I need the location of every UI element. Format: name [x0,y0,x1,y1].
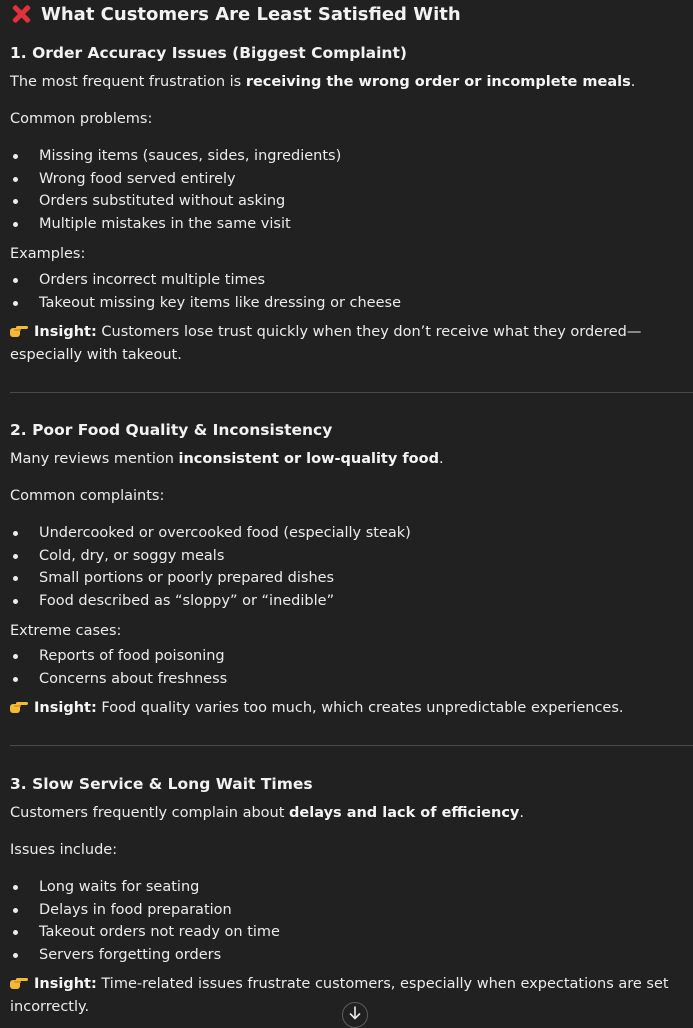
section-1-insight [10,321,690,366]
intro-end: . [630,74,636,90]
intro-text: Customers frequently complain about [10,805,290,821]
section-3-heading: 3. Slow Service & Long Wait Times [10,775,313,793]
section-1-list2-label: Examples: [10,246,86,262]
section-2-list1-label: Common complaints: [10,488,165,504]
pointing-hand-icon [10,701,28,713]
insight-label: Insight: [34,324,97,340]
section-2-intro [10,448,444,470]
cross-mark-icon [10,3,32,25]
response-title [10,3,461,25]
section-2-list2-label: Extreme cases: [10,623,122,639]
intro-bold-text: receiving the wrong order or incomplete meals [245,74,631,90]
intro-end: . [438,451,444,467]
insight-text: Food quality varies too much, which creates unpredictable experiences. [96,700,624,716]
arrow-down-icon [349,1006,361,1024]
section-1-intro [10,71,635,93]
list-item: Missing items (sauces, sides, ingredients) [10,145,341,168]
pointing-hand-icon [10,977,28,989]
insight-text: Time-related issues frustrate customers, especially when expectations are set incorrectly. [10,976,669,1015]
section-1-list1-label: Common problems: [10,111,153,127]
list-item: Takeout orders not ready on time [10,921,280,944]
section-divider [10,745,693,746]
section-1-list2 [10,269,401,314]
section-1-list1 [10,145,341,235]
list-item: Food described as “sloppy” or “inedible” [10,590,411,613]
response-title-text: What Customers Are Least Satisfied With [41,3,461,25]
intro-bold-text: delays and lack of efficiency [289,805,520,821]
section-3-list1 [10,876,280,966]
list-item: Long waits for seating [10,876,280,899]
list-item: Orders substituted without asking [10,190,341,213]
list-item: Servers forgetting orders [10,944,280,967]
list-item: Reports of food poisoning [10,645,227,668]
intro-end: . [519,805,524,821]
intro-text: Many reviews mention [10,451,179,467]
list-item: Delays in food preparation [10,899,280,922]
list-item: Wrong food served entirely [10,168,341,191]
section-divider [10,392,693,393]
list-item: Small portions or poorly prepared dishes [10,567,411,590]
list-item: Cold, dry, or soggy meals [10,545,411,568]
pointing-hand-icon [10,325,28,337]
list-item: Undercooked or overcooked food (especially steak) [10,522,411,545]
list-item: Orders incorrect multiple times [10,269,401,292]
insight-text: Customers lose trust quickly when they don’t receive what they ordered—especially with takeout. [10,324,642,363]
section-3-list1-label: Issues include: [10,842,118,858]
list-item: Multiple mistakes in the same visit [10,213,341,236]
section-1-heading: 1. Order Accuracy Issues (Biggest Complaint) [10,44,407,62]
list-item: Concerns about freshness [10,668,227,691]
section-2-list2 [10,645,227,690]
section-3-intro [10,802,524,824]
scroll-to-bottom-button[interactable] [342,1002,368,1028]
section-2-heading: 2. Poor Food Quality & Inconsistency [10,421,333,439]
section-2-list1 [10,522,411,612]
section-2-insight [10,697,690,720]
list-item: Takeout missing key items like dressing or cheese [10,292,401,315]
insight-label: Insight: [34,700,97,716]
intro-bold-text: inconsistent or low-quality food [178,451,439,467]
intro-text: The most frequent frustration is [10,74,246,90]
insight-label: Insight: [34,976,97,992]
